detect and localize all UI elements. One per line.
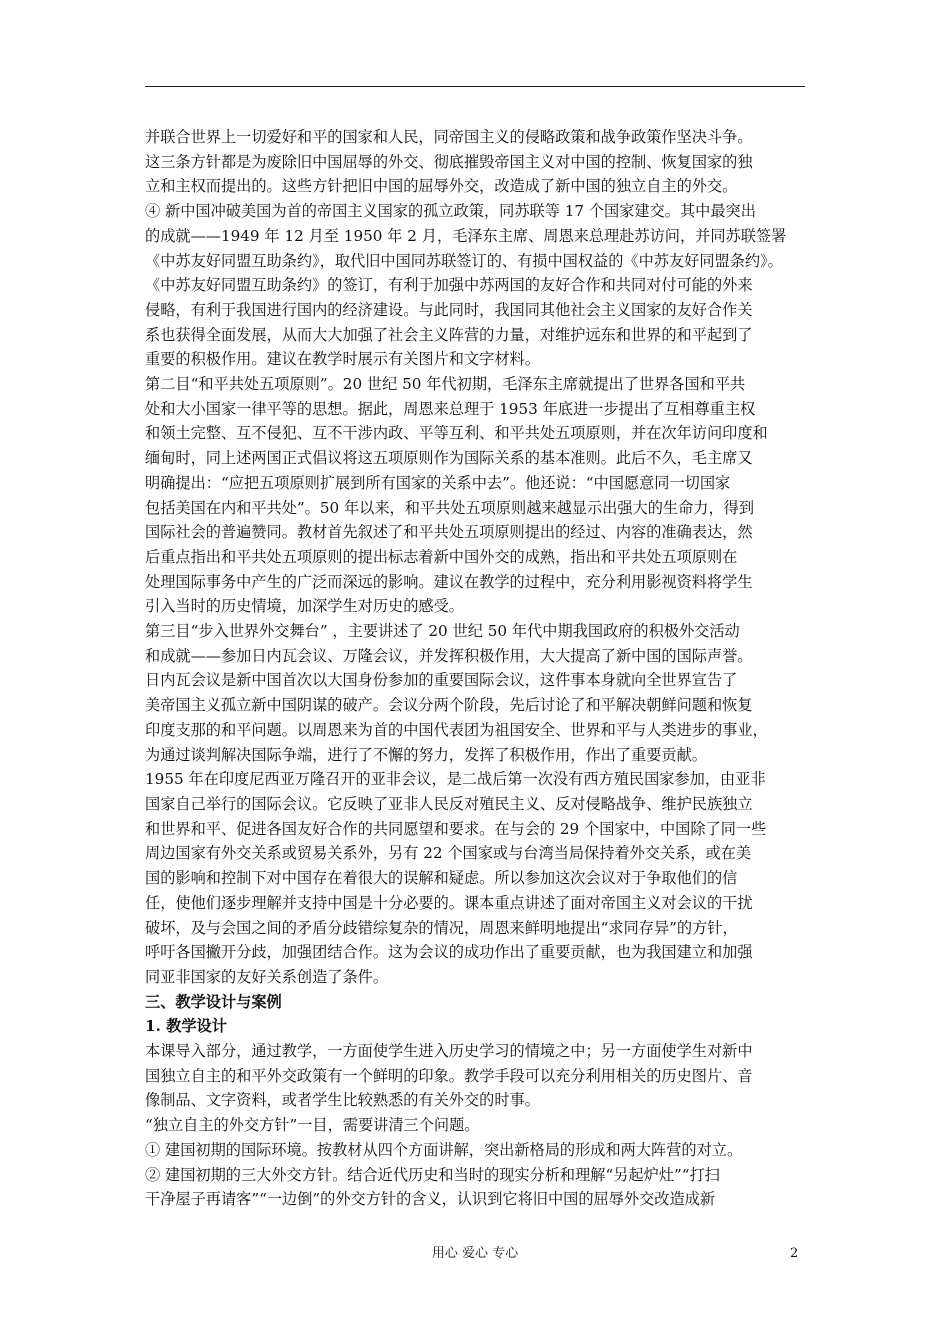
body-text-line: 印度支那的和平问题。以周恩来为首的中国代表团为祖国安全、世界和平与人类进步的事业， [145,720,768,739]
body-text-line: 和领土完整、互不侵犯、互不干涉内政、平等互利、和平共处五项原则，并在次年访问印度和 [145,424,768,443]
body-text-line: 《中苏友好同盟互助条约》，取代旧中国同苏联签订的、有损中国权益的《中苏友好同盟条约》。 [145,251,783,270]
body-text-line: 周边国家有外交关系或贸易关系外，另有 22 个国家或与台湾当局保持着外交关系，或在美 [145,844,752,863]
body-text-line: 和成就——参加日内瓦会议、万隆会议，并发挥积极作用，大大提高了新中国的国际声誉。 [145,646,753,665]
body-text-line: 的成就——1949 年 12 月至 1950 年 2 月，毛泽东主席、周恩来总理赴苏访问，并同苏联签署 [145,226,787,245]
body-text-line: 处理国际事务中产生的广泛而深远的影响。建议在教学的过程中，充分利用影视资料将学生 [145,572,753,591]
body-text-line: 和世界和平、促进各国友好合作的共同愿望和要求。在与会的 29 个国家中，中国除了同一些 [145,819,767,838]
body-text-line: 系也获得全面发展，从而大大加强了社会主义阵营的力量，对维护远东和世界的和平起到了 [145,325,753,344]
body-text-line: 像制品、文字资料，或者学生比较熟悉的有关外交的时事。 [145,1091,540,1110]
body-text-line: 立和主权而提出的。这些方针把旧中国的屈辱外交，改造成了新中国的独立自主的外交。 [145,177,738,196]
body-text-line: 本课导入部分，通过教学，一方面使学生进入历史学习的情境之中；另一方面使学生对新中 [145,1042,753,1061]
body-text-line: 第三目“步入世界外交舞台” ，主要讲述了 20 世纪 50 年代中期我国政府的积极外交活动 [145,622,740,641]
document-body [145,125,810,1212]
body-text-line: 国家自己举行的国际会议。它反映了亚非人民反对殖民主义、反对侵略战争、维护民族独立 [145,794,753,813]
body-text-line: 明确提出：“应把五项原则扩展到所有国家的关系中去”。他还说：“中国愿意同一切国家 [145,473,731,492]
body-text-line: 第二目“和平共处五项原则”。20 世纪 50 年代初期，毛泽东主席就提出了世界各国和平共 [145,375,746,394]
body-text-line: 重要的积极作用。建议在教学时展示有关图片和文字材料。 [145,350,540,369]
body-text-line: 引入当时的历史情境，加深学生对历史的感受。 [145,597,464,616]
body-text-line: 干净屋子再请客”“一边倒”的外交方针的含义，认识到它将旧中国的屈辱外交改造成新 [145,1190,716,1209]
section-heading: 三、教学设计与案例 [145,992,282,1011]
body-text-line: 缅甸时，同上述两国正式倡议将这五项原则作为国际关系的基本准则。此后不久，毛主席又 [145,449,753,468]
body-text-line: 后重点指出和平共处五项原则的提出标志着新中国外交的成熟，指出和平共处五项原则在 [145,547,738,566]
body-text-line: 并联合世界上一切爱好和平的国家和人民，同帝国主义的侵略政策和战争政策作坚决斗争。 [145,128,753,146]
header-rule [145,86,805,87]
body-text-line: 任，使他们逐步理解并支持中国是十分必要的。课本重点讲述了面对帝国主义对会议的干扰 [145,893,753,912]
body-text-line: 美帝国主义孤立新中国阴谋的破产。会议分两个阶段，先后讨论了和平解决朝鲜问题和恢复 [145,696,753,715]
body-text-line: “独立自主的外交方针”一目，需要讲清三个问题。 [145,1116,480,1135]
body-text-line: 这三条方针都是为废除旧中国屈辱的外交、彻底摧毁帝国主义对中国的控制、恢复国家的独 [145,152,753,171]
body-text-line: 侵略，有利于我国进行国内的经济建设。与此同时，我国同其他社会主义国家的友好合作关 [145,300,753,319]
footer-motto: 用心 爱心 专心 [431,1246,519,1261]
body-text-line: 国际社会的普遍赞同。教材首先叙述了和平共处五项原则提出的经过、内容的准确表达，然 [145,523,753,542]
body-text-line: 同亚非国家的友好关系创造了条件。 [145,967,388,986]
body-text-line: 日内瓦会议是新中国首次以大国身份参加的重要国际会议，这件事本身就向全世界宣告了 [145,671,738,690]
body-text-line: 《中苏友好同盟互助条约》的签订，有利于加强中苏两国的友好合作和共同对付可能的外来 [145,276,753,295]
section-heading: 1. 教学设计 [145,1017,227,1036]
body-text-line: 破坏，及与会国之间的矛盾分歧错综复杂的情况，周恩来鲜明地提出“求同存异”的方针， [145,918,738,937]
body-text-line: 呼吁各国撇开分歧，加强团结合作。这为会议的成功作出了重要贡献，也为我国建立和加强 [145,943,753,962]
body-text-line: ④ 新中国冲破美国为首的帝国主义国家的孤立政策，同苏联等 17 个国家建交。其中最突出 [145,202,756,221]
body-text-line: 国独立自主的和平外交政策有一个鲜明的印象。教学手段可以充分利用相关的历史图片、音 [145,1066,753,1085]
body-text-line: 处和大小国家一律平等的思想。据此，周恩来总理于 1953 年底进一步提出了互相尊重主权 [145,399,756,418]
body-text-line: ① 建国初期的国际环境。按教材从四个方面讲解，突出新格局的形成和两大阵营的对立。 [145,1140,743,1159]
body-text-line: 包括美国在内和平共处”。50 年以来，和平共处五项原则越来越显示出强大的生命力，得到 [145,498,755,517]
body-text-line: ② 建国初期的三大外交方针。结合近代历史和当时的现实分析和理解“另起炉灶”“打扫 [145,1165,720,1184]
body-text-line: 国的影响和控制下对中国存在着很大的误解和疑虑。所以参加这次会议对于争取他们的信 [145,869,738,888]
body-text-line: 为通过谈判解决国际争端，进行了不懈的努力，发挥了积极作用，作出了重要贡献。 [145,745,707,764]
page-number: 2 [790,1246,799,1261]
body-text-line: 1955 年在印度尼西亚万隆召开的亚非会议，是二战后第一次没有西方殖民国家参加，由亚非 [145,770,766,789]
